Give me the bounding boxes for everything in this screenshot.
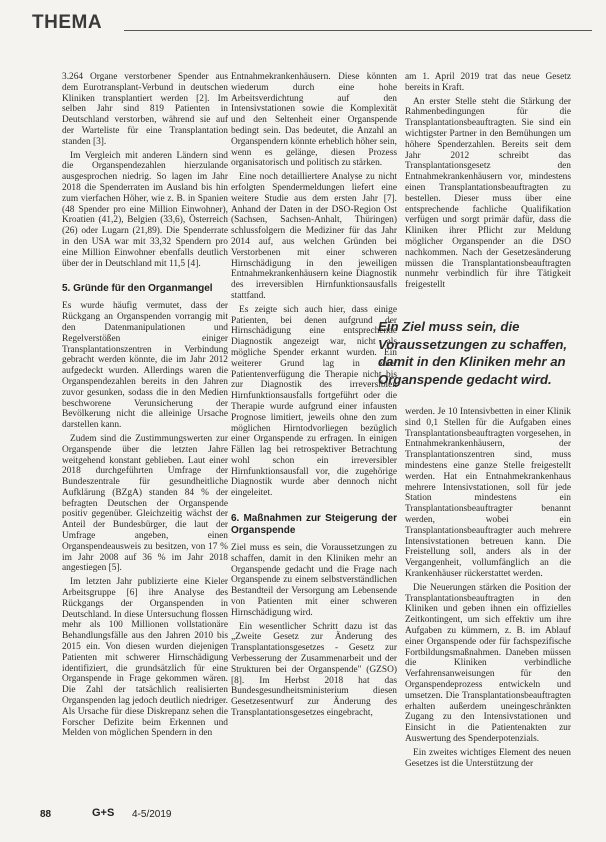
paragraph: Ziel muss es sein, die Voraussetzungen zu schaffen, damit in den Kliniken mehr an Organspende gedacht und die Frage nach Organspende zu einem selbstverständlichen Bestandteil der Versorgung am Lebensende von Patienten mit einer schweren Hirnschädigung wird.	[231, 543, 397, 618]
paragraph: am 1. April 2019 trat das neue Gesetz bereits in Kraft.	[405, 72, 571, 93]
page-number: 88	[40, 809, 52, 820]
column-1	[62, 72, 228, 742]
paragraph: Im letzten Jahr publizierte eine Kieler Arbeitsgruppe [6] ihre Analyse des Rückgangs der Organspenden in Deutschland. In diese Untersuchung flossen mehr als 100 Millionen vollstationäre Behandlungsfälle aus den Jahren 2010 bis 2015 ein. Von diesen wurden diejenigen Patienten mit schwerer Hirnschädigung identifiziert, die grundsätzlich für eine Organspende in Frage gekommen wären. Die Zahl der tatsächlich realisierten Organspenden lag jedoch deutlich niedriger. Als Ursache für diese Diskrepanz sehen die Forscher Defizite beim Erkennen und Melden von möglichen Spendern in den	[62, 577, 228, 739]
section-title: THEMA	[32, 12, 103, 33]
column-3-continued	[405, 407, 571, 772]
page-footer	[40, 807, 340, 827]
paragraph: Entnahmekrankenhäusern. Diese könnten wiederum durch eine hohe Arbeitsverdichtung auf den Intensivstationen sowie die Komplexität und den Seltenheit einer Organspende bedingt sein. Das bedeutet, die Anzahl an Organspendern könnte erheblich höher sein, wenn es gelänge, diesen Prozess organisatorisch und politisch zu stärken.	[231, 72, 397, 169]
paragraph: Es wurde häufig vermutet, dass der Rückgang an Organspenden vorrangig mit den Datenmanipulationen und Regelverstößen einiger Transplantationszentren in Verbindung gebracht werden könnte, die im Jahr 2012 aufgedeckt wurden. Allerdings waren die Organspendezahlen bereits in den Jahren zuvor gesunken, sodass die in den Medien beschworene Verunsicherung der Bevölkerung nicht die alleinige Ursache darstellen kann.	[62, 301, 228, 431]
journal-name: G+S	[92, 807, 115, 819]
paragraph: Ein zweites wichtiges Element des neuen Gesetzes ist die Unterstützung der	[405, 747, 571, 769]
column-3	[405, 72, 571, 294]
header-rule	[124, 30, 592, 31]
paragraph: werden. Je 10 Intensivbetten in einer Klinik sind 0,1 Stellen für die Aufgaben eines Transplantationsbeauftragten vorgesehen, in Entnahmekrankenhäusern, der Transplantationszentren sind, muss mindestens eine ganze Stelle freigestellt werden. Hat ein Entnahmekrankenhaus mehrere Intensivstationen, soll für jede Station mindestens ein Transplantationsbeauftragter benannt werden, wobei ein Transplantationsbeauftragter auch mehrere Intensivstationen betreuen kann. Die Freistellung soll, anders als in der Vergangenheit, vollumfänglich an die Krankenhäuser rückerstattet werden.	[405, 407, 571, 579]
column-2	[231, 72, 397, 722]
pull-quote: Ein Ziel muss sein, die Voraussetzungen zu schaffen, damit in den Kliniken mehr an Organspende gedacht wird.	[378, 319, 568, 387]
paragraph: Die Neuerungen stärken die Position der Transplantationsbeauftragten in den Kliniken und geben ihnen ein offizielles Zeitkontingent, um sich effektiv um ihre Aufgaben zu kümmern, z. B. im Ablauf einer Organspende oder für fachspezifische Fortbildungsmaßnahmen. Daneben müssen die Kliniken verbindliche Verfahrensanweisungen für den Organspendeprozess entwickeln und umsetzen. Die Transplantationsbeauftragten erhalten außerdem uneingeschränkten Zugang zu den Intensivstationen und Einsicht in die Patientenakten zur Auswertung des Spenderpotenzials.	[405, 582, 571, 744]
section-heading: 6. Maßnahmen zur Steigerung der Organspende	[231, 513, 397, 537]
section-heading: 5. Gründe für den Organmangel	[62, 283, 213, 295]
paragraph: 3.264 Organe verstorbener Spender aus dem Eurotransplant-Verbund in deutschen Kliniken transplantiert werden [2]. Im selben Jahr sind 819 Patienten in Deutschland verstorben, während sie auf der Warteliste für eine Transplantation standen [3].	[62, 72, 228, 147]
paragraph: Es zeigte sich auch hier, dass einige Patienten, bei denen aufgrund der Hirnschädigung eine entsprechende Diagnostik angezeigt war, nicht als mögliche Spender erkannt wurden. Ein weiterer Grund lag in einer Patientenverfügung die Therapie nicht bis zur Diagnostik des irreversiblen Hirnfunktionsausfalls fortgeführt oder die Therapie wurde aufgrund einer infausten Prognose limitiert, jeweils ohne den zum möglichen Hirntodvorliegen bezüglich einer Organspende zu erfragen. In einigen Fällen lag bei retrospektiver Betrachtung wohl schon ein irreversibler Hirnfunktionsausfall vor, die zugehörige Diagnostik wurde aber dennoch nicht eingeleitet.	[231, 304, 397, 499]
issue-number: 4-5/2019	[132, 809, 172, 820]
paragraph: Im Vergleich mit anderen Ländern sind die Organspendezahlen hierzulande ausgesprochen niedrig. So lagen im Jahr 2018 die Spenderraten im Ausland bis hin zum vierfachen Höher, wie z. B. in Spanien (48 Spender pro eine Million Einwohner), Kroatien (41,2), Belgien (33,6), Österreich (26) oder Lugarn (21,89). Die Spenderrate in den USA war mit 33,32 Spendern pro eine Million Einwohner ebenfalls deutlich über der in Deutschland mit 11,5 [4].	[62, 150, 228, 269]
paragraph: Ein wesentlicher Schritt dazu ist das „Zweite Gesetz zur Änderung des Transplantationsgesetzes - Gesetz zur Verbesserung der Zusammenarbeit und der Strukturen bei der Organspende" (GZSO) [8]. Im Herbst 2018 hat das Bundesgesundheitsministerium diesen Gesetzesentwurf zur Änderung des Transplantationsgesetzes eingebracht,	[231, 621, 397, 719]
page-header	[32, 10, 592, 36]
paragraph: Eine noch detailliertere Analyse zu nicht erfolgten Spendermeldungen liefert eine weitere Studie aus dem ersten Jahr [7]. Anhand der Daten in der DSO-Region Ost (Sachsen, Sachsen-Anhalt, Thüringen) schlussfolgern die Mediziner für das Jahr 2014 auf, aus welchen Gründen bei Verstorbenen mit einer schweren Hirnschädigung in den jeweiligen Entnahmekrankenhäusern keine Diagnostik des irreversiblen Hirnfunktionsausfalls stattfand.	[231, 172, 397, 301]
paragraph: An erster Stelle steht die Stärkung der Rahmenbedingungen für die Transplantationsbeauftragten. Sie sind ein wichtigster Partner in den Bemühungen um höhere Spenderzahlen. Bereits seit dem Jahr 2012 schreibt das Transplantationsgesetz den Entnahmekrankenhäusern vor, mindestens einen Transplantationsbeauftragten zu bestellen. Dieser muss über eine entsprechende fachliche Qualifikation verfügen und sorgt primär dafür, dass die Kliniken ihrer Pflicht zur Meldung möglicher Organspender an die DSO nachkommen. Nach der Gesetzesänderung müssen die Transplantationsbeauftragten nunmehr verbindlich für ihre Tätigkeit freigestellt	[405, 96, 571, 291]
paragraph: Zudem sind die Zustimmungswerten zur Organspende über die letzten Jahre weitgehend konstant geblieben. Laut einer 2018 durchgeführten Umfrage der Bundeszentrale für gesundheitliche Aufklärung (BZgA) standen 84 % der befragten Deutschen der Organspende positiv gegenüber. Gleichzeitig wächst der Anteil der Bundesbürger, die laut der Umfrage angeben, einen Organspendeausweis zu besitzen, von 17 % im Jahr 2008 auf 36 % im Jahr 2018 angestiegen [5].	[62, 433, 228, 574]
